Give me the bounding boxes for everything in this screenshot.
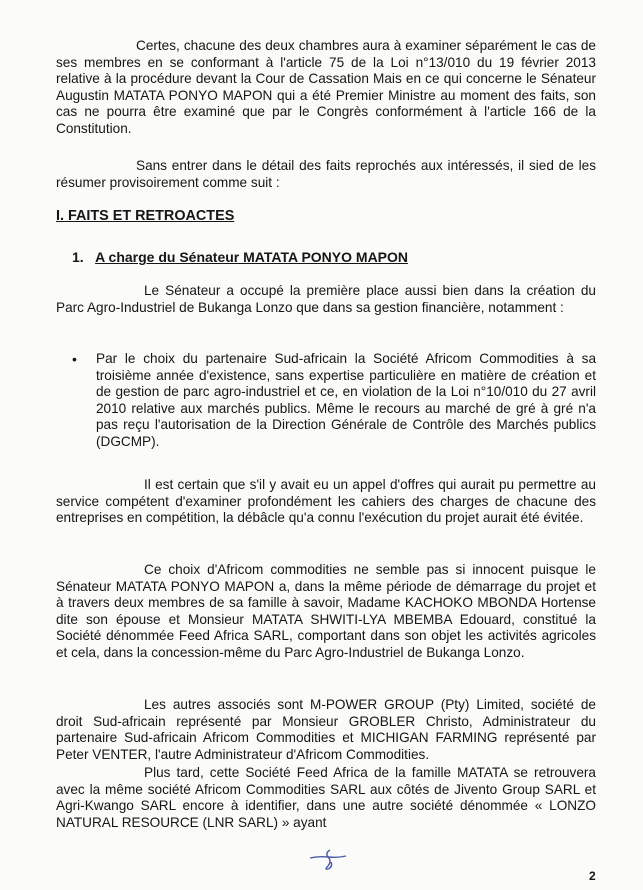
paragraph-intro: Certes, chacune des deux chambres aura à examiner séparément le cas de ses membres en se conformant à l'article 75 de la Loi n°13/010 du 19 février 2013 relative à la procédure devant la Cour de Cassation Mais en ce qui concerne le Sénateur Augustin MATATA PONYO MAPON qui a été Premier Ministre au moment des faits, son cas ne pourra être examiné que par le Congrès conformément à l'article 166 de la Constitution. — [56, 38, 596, 136]
paragraph-associates: Les autres associés sont M-POWER GROUP (Pty) Limited, société de droit Sud-africain représenté par Monsieur GROBLER Christo, Administrateur du partenaire Sud-africain Africom Commodities et MICHIGAN FARMING représenté par Peter VENTER, l'autre Administrateur d'Africom Commodities. — [56, 697, 596, 762]
signature-initial-icon — [308, 846, 348, 872]
bullet-text: Par le choix du partenaire Sud-africain la Société Africom Commodities à sa troisième année d'existence, sans expertise particulière en matière de création et de gestion de parc agro-industriel et ce, en violation de la Loi n°10/010 du 27 avril 2010 relative aux marchés publics. Même le recours au marché de gré à gré n'a pas reçu l'autorisation de la Direction Générale de Contrôle des Marchés publics (DGCMP). — [96, 351, 596, 449]
paragraph-summary: Sans entrer dans le détail des faits reprochés aux intéressés, il sied de les résumer provisoirement comme suit : — [56, 158, 596, 190]
subsection-heading — [72, 249, 408, 265]
bullet-item — [72, 351, 596, 451]
paragraph-senator-role: Le Sénateur a occupé la première place aussi bien dans la création du Parc Agro-Industriel de Bukanga Lonzo que dans sa gestion financière, notamment : — [56, 283, 596, 315]
bullet-dot-icon: • — [72, 351, 77, 367]
section-heading: I. FAITS ET RETROACTES — [56, 208, 235, 224]
paragraph-tender: Il est certain que s'il y avait eu un appel d'offres qui aurait pu permettre au service compétent d'examiner profondément les cahiers des charges de chacune des entreprises en compétition, la débâcle qu'a connu l'exécution du projet aurait été évitée. — [56, 477, 596, 526]
page-number: 2 — [589, 869, 596, 883]
subsection-title: A charge du Sénateur MATATA PONYO MAPON — [95, 249, 409, 265]
paragraph-later: Plus tard, cette Société Feed Africa de la famille MATATA se retrouvera avec la même société Africom Commodities SARL aux côtés de Jivento Group SARL et Agri-Kwango SARL encore à identifier, dans une autre société dénommée « LONZO NATURAL RESOURCE (LNR SARL) » ayant — [56, 765, 596, 830]
subsection-number: 1. — [72, 249, 84, 265]
paragraph-africom-choice: Ce choix d'Africom commodities ne semble pas si innocent puisque le Sénateur MATATA PONYO MAPON a, dans la même période de démarrage du projet et à travers deux membres de sa famille à savoir, Madame KACHOKO MBONDA Hortense dite son épouse et Monsieur MATATA SHWITI-LYA MBEMBA Edouard, constitué la Société dénommée Feed Africa SARL, comportant dans son objet les activités agricoles et cela, dans la concession-même du Parc Agro-Industriel de Bukanga Lonzo. — [56, 562, 596, 660]
